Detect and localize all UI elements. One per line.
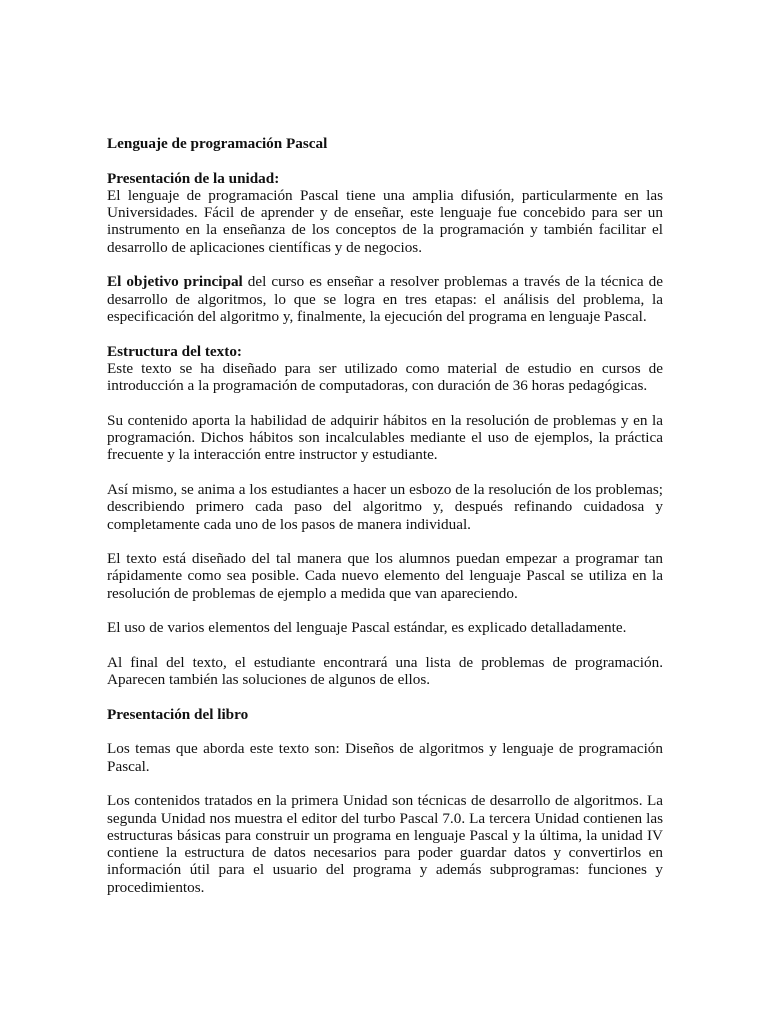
section-presentacion-libro xyxy=(107,706,663,896)
paragraph: Los contenidos tratados en la primera Unidad son técnicas de desarrollo de algoritmos. La segunda Unidad nos muestra el editor del turbo Pascal 7.0. La tercera Unidad contienen las estructuras básicas para construir un programa en lenguaje Pascal y la última, la unidad IV contiene la estructura de datos necesarios para poder guardar datos y convertirlos en información útil para el usuario del programa y además subprogramas: funciones y procedimientos. xyxy=(107,792,663,896)
paragraph: Al final del texto, el estudiante encontrará una lista de problemas de programación. Aparecen también las soluciones de algunos de ellos. xyxy=(107,653,663,689)
paragraph-objetivo xyxy=(107,273,663,325)
section-heading: Estructura del texto: xyxy=(107,342,242,360)
paragraph: El texto está diseñado del tal manera que los alumnos puedan empezar a programar tan rápidamente como sea posible. Cada nuevo elemento del lenguaje Pascal se utiliza en la resolución de problemas de ejemplo a medida que van apareciendo. xyxy=(107,550,663,602)
document-title: Lenguaje de programación Pascal xyxy=(107,135,328,152)
bold-lead-text: El objetivo principal xyxy=(107,273,243,291)
section-heading: Presentación del libro xyxy=(107,705,249,723)
section-estructura xyxy=(107,343,663,395)
document-body xyxy=(107,135,663,913)
paragraph: Así mismo, se anima a los estudiantes a hacer un esbozo de la resolución de los problemas; describiendo primero cada paso del algoritmo y, después refinando cuidadosa y completamente cada uno de los pasos de manera individual. xyxy=(107,480,663,533)
paragraph: Este texto se ha diseñado para ser utilizado como material de estudio en cursos de introducción a la programación de computadoras, con duración de 36 horas pedagógicas. xyxy=(107,359,663,395)
paragraph: El uso de varios elementos del lenguaje Pascal estándar, es explicado detalladamente. xyxy=(107,619,627,637)
section-presentacion-unidad xyxy=(107,170,663,256)
paragraph: Los temas que aborda este texto son: Diseños de algoritmos y lenguaje de programación Pascal. xyxy=(107,740,663,775)
paragraph: Su contenido aporta la habilidad de adquirir hábitos en la resolución de problemas y en la programación. Dichos hábitos son incalculables mediante el uso de ejemplos, la práctica frecuente y la interacción entre instructor y estudiante. xyxy=(107,411,663,464)
paragraph: El lenguaje de programación Pascal tiene una amplia difusión, particularmente en las Universidades. Fácil de aprender y de enseñar, este lenguaje fue concebido para ser un instrumento en la enseñanza de los conceptos de la programación y también facilitar el desarrollo de aplicaciones científicas y de negocios. xyxy=(107,186,663,256)
section-heading: Presentación de la unidad: xyxy=(107,169,280,187)
paragraph-text: del curso es enseñar a resolver problemas a través de la técnica de desarrollo de algoritmos, lo que se logra en tres etapas: el análisis del problema, la especificación del algoritmo y, finalmente, la ejecución del programa en lenguaje Pascal. xyxy=(107,273,663,325)
